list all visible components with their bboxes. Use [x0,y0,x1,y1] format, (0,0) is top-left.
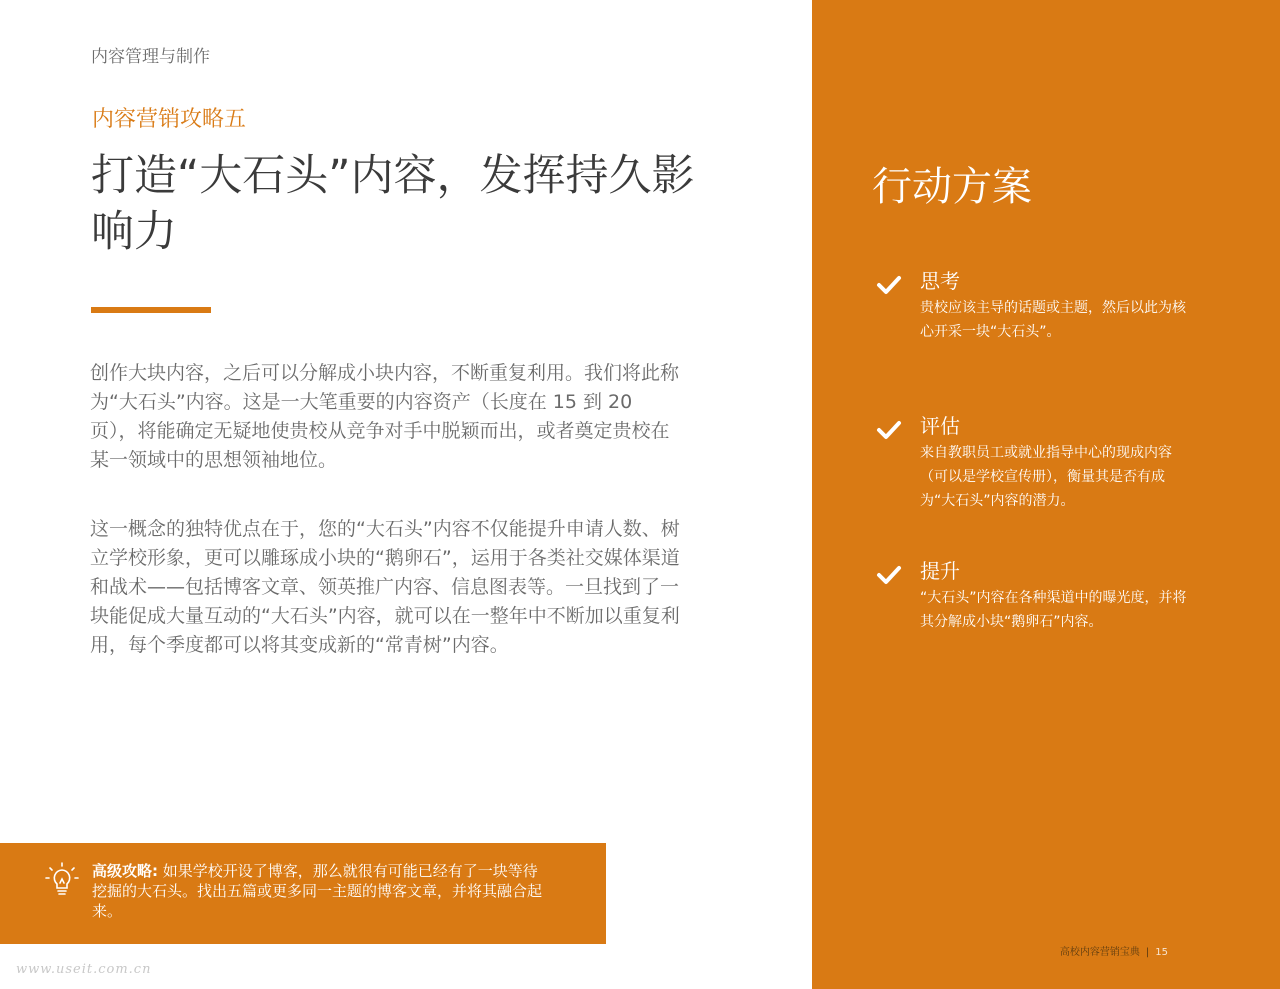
tip-label: 高级攻略: [92,862,158,880]
panel-title: 行动方案 [872,164,1032,210]
watermark: www.useit.com.cn [16,962,152,977]
action-description: “大石头”内容在各种渠道中的曝光度，并将其分解成小块“鹅卵石”内容。 [920,590,1187,630]
tip-text [92,861,552,921]
title-underline [91,307,211,313]
page-title: 打造“大石头”内容，发挥持久影响力 [91,151,695,257]
page-footer [1060,943,1168,958]
tip-body: 如果学校开设了博客，那么就很有可能已经有了一块等待挖掘的大石头。找出五篇或更多同一主题的博客文章，并将其融合起来。 [92,862,543,920]
checkmark-icon [876,564,902,586]
book-title: 高校内容营销宝典 [1059,947,1140,958]
action-title: 评估 [920,414,960,438]
section-label: 内容管理与制作 [91,47,210,67]
body-paragraph: 这一概念的独特优点在于，您的“大石头”内容不仅能提升申请人数、树立学校形象，更可以雕琢成小块的“鹅卵石”，运用于各类社交媒体渠道和战术——包括博客文章、领英推广内容、信息图表等。一旦找到了一块能促成大量互动的“大石头”内容，就可以在一整年中不断加以重复利用，每个季度都可以将其变成新的“常青树”内容。 [90,518,680,656]
body-paragraph: 创作大块内容，之后可以分解成小块内容，不断重复利用。我们将此称为“大石头”内容。这是一大笔重要的内容资产（长度在 15 到 20 页），将能确定无疑地使贵校从竞争对手中脱颖而出，或者奠定贵校在某一领域中的思想领袖地位。 [90,362,680,471]
lightbulb-icon [42,861,82,901]
action-description: 来自教职员工或就业指导中心的现成内容（可以是学校宣传册），衡量其是否有成为“大石头”内容的潜力。 [920,445,1172,509]
page-number: 15 [1155,947,1168,958]
action-title: 思考 [920,269,960,293]
action-title: 提升 [920,559,960,583]
action-panel [812,0,1280,989]
tip-box [0,843,606,944]
checkmark-icon [876,274,902,296]
strategy-kicker: 内容营销攻略五 [92,107,247,132]
checkmark-icon [876,419,902,441]
footer-separator: | [1145,947,1150,958]
action-description: 贵校应该主导的话题或主题，然后以此为核心开采一块“大石头”。 [920,300,1186,340]
